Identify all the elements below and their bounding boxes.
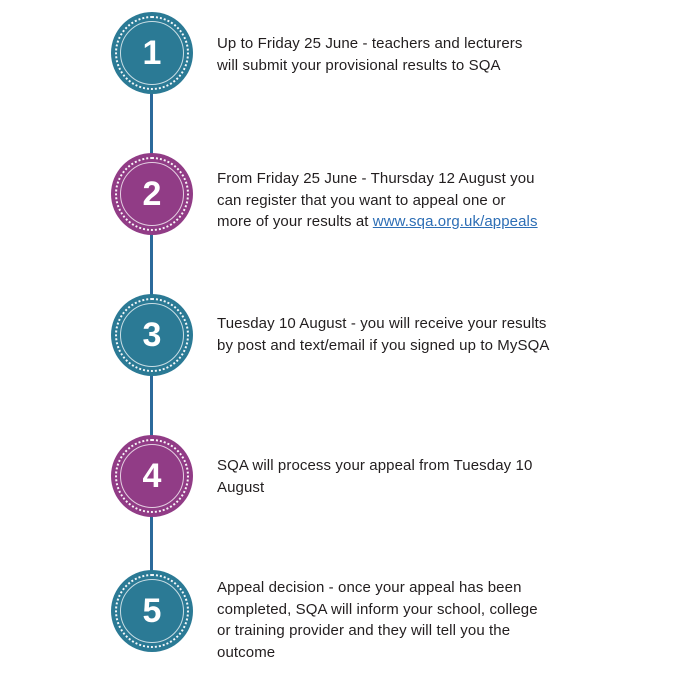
- step-description-line: [217, 190, 627, 212]
- step-description-line: [217, 33, 627, 55]
- step-description-line: [217, 455, 627, 477]
- step-description-line: [217, 168, 627, 190]
- step-description: [217, 313, 627, 356]
- step-number: 4: [142, 456, 162, 495]
- step-circle: [111, 570, 193, 652]
- step-text: completed, SQA will inform your school, college: [217, 600, 538, 618]
- step-text: will submit your provisional results to SQA: [217, 56, 501, 74]
- step-text: August: [217, 478, 265, 496]
- step-description: [217, 168, 627, 233]
- step-text: or training provider and they will tell you the: [217, 622, 511, 639]
- step-number: 5: [142, 591, 162, 630]
- step-description-line: [217, 211, 627, 233]
- step-text: by post and text/email if you signed up to MySQA: [217, 336, 550, 354]
- step-number: 2: [142, 174, 162, 213]
- step-text: outcome: [217, 643, 276, 661]
- step-text: can register that you want to appeal one or: [217, 191, 506, 209]
- step-description-line: [217, 577, 627, 599]
- appeals-link[interactable]: www.sqa.org.uk/appeals: [372, 213, 538, 230]
- step-description: [217, 455, 627, 498]
- step-circle: [111, 153, 193, 235]
- step-description-line: [217, 620, 627, 642]
- step-description: [217, 577, 627, 663]
- step-text: more of your results at: [217, 213, 373, 230]
- step-text: Appeal decision - once your appeal has been: [217, 579, 522, 596]
- step-description-line: [217, 642, 627, 664]
- step-circle: [111, 12, 193, 94]
- step-circle: [111, 435, 193, 517]
- step-description-line: [217, 55, 627, 77]
- step-text: SQA will process your appeal from Tuesday 10: [217, 457, 533, 474]
- step-description-line: [217, 477, 627, 499]
- step-number: 1: [142, 33, 162, 72]
- step-description-line: [217, 335, 627, 357]
- step-circle: [111, 294, 193, 376]
- step-description-line: [217, 599, 627, 621]
- step-text: Up to Friday 25 June - teachers and lecturers: [217, 35, 523, 52]
- step-description-line: [217, 313, 627, 335]
- step-text: Tuesday 10 August - you will receive your results: [217, 315, 547, 332]
- step-text: From Friday 25 June - Thursday 12 August you: [217, 170, 535, 187]
- step-description: [217, 33, 627, 76]
- step-number: 3: [142, 315, 162, 354]
